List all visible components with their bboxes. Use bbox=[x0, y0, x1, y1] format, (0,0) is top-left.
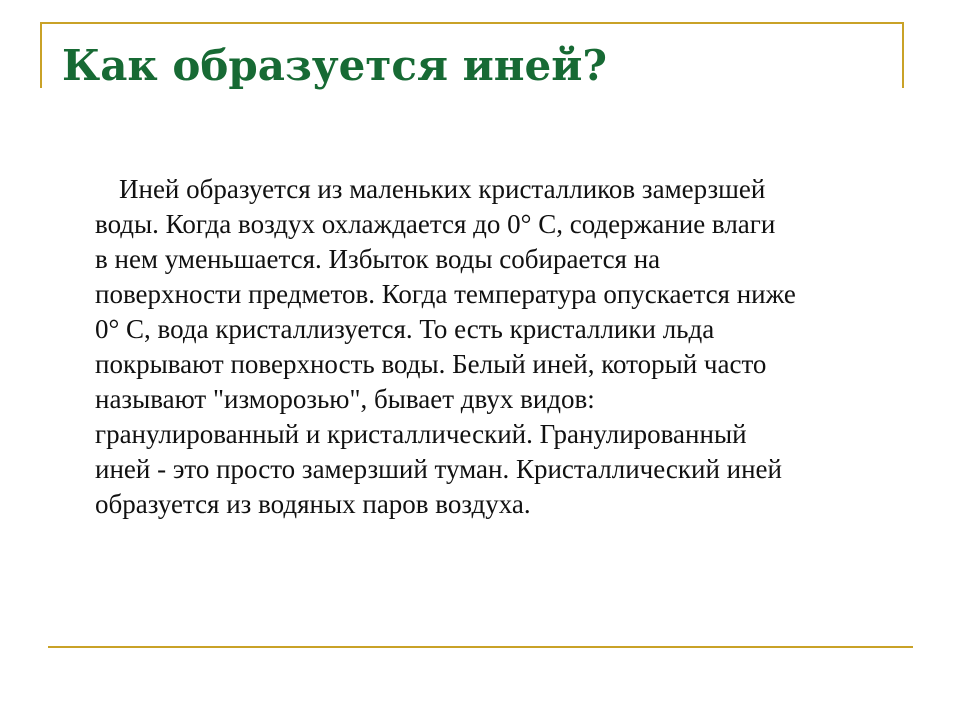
frame-right-line bbox=[902, 22, 904, 88]
body-line: в нем уменьшается. Избыток воды собирается на bbox=[95, 244, 661, 274]
body-line: иней - это просто замерзший туман. Кристаллический иней bbox=[95, 454, 782, 484]
body-line: поверхности предметов. Когда температура опускается ниже bbox=[95, 279, 796, 309]
body-line: образуется из водяных паров воздуха. bbox=[95, 489, 531, 519]
frame-bottom-line bbox=[48, 646, 913, 648]
body-line: Иней образуется из маленьких кристалликов замерзшей bbox=[119, 174, 766, 204]
frame-left-line bbox=[40, 22, 42, 88]
body-line: называют "изморозью", бывает двух видов: bbox=[95, 384, 595, 414]
slide-body-text bbox=[95, 172, 895, 522]
slide-title: Как образуется иней? bbox=[62, 41, 608, 90]
body-line: 0° C, вода кристаллизуется. То есть кристаллики льда bbox=[95, 314, 715, 344]
frame-top-line bbox=[40, 22, 904, 24]
body-line: покрывают поверхность воды. Белый иней, который часто bbox=[95, 349, 767, 379]
body-line: гранулированный и кристаллический. Гранулированный bbox=[95, 419, 747, 449]
body-line: воды. Когда воздух охлаждается до 0° C, содержание влаги bbox=[95, 209, 776, 239]
